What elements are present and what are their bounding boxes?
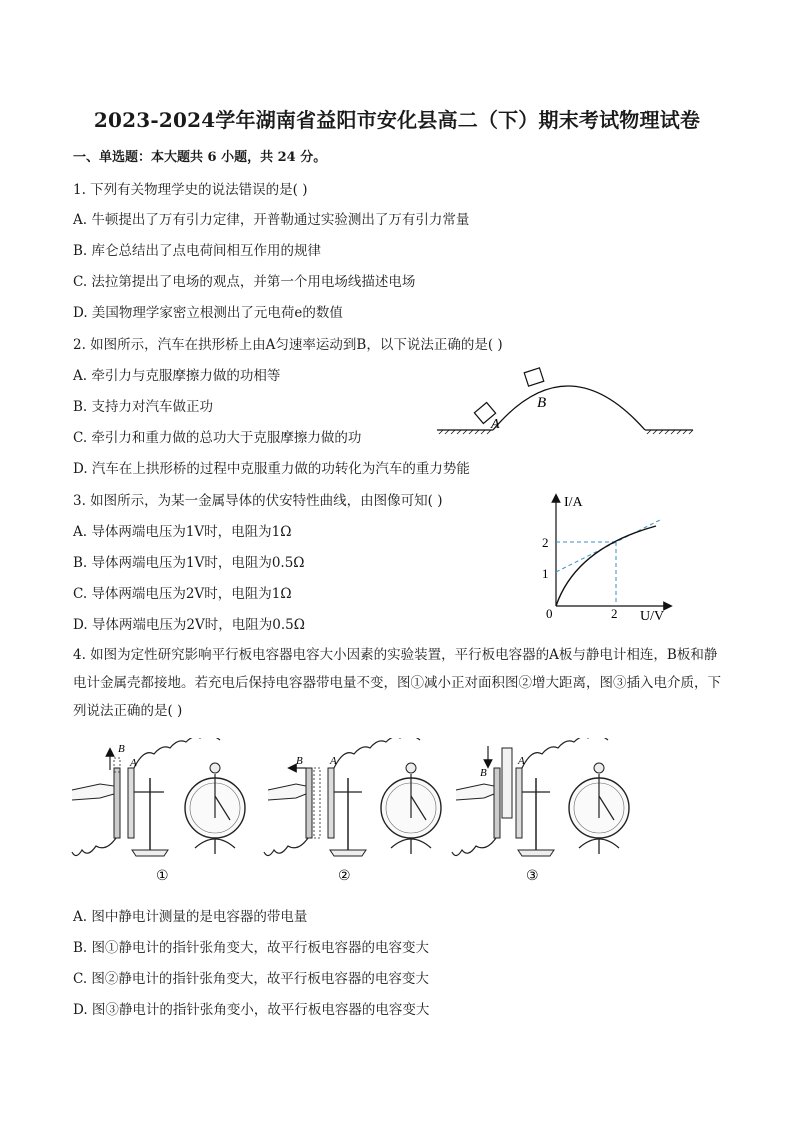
q3-stem: 3. 如图所示，为某一金属导体的伏安特性曲线，由图像可知( ) bbox=[73, 493, 443, 509]
q2-option-a: A. 牵引力与克服摩擦力做的功相等 bbox=[73, 368, 281, 384]
iu-curve bbox=[556, 526, 656, 606]
origin-label: 0 bbox=[546, 606, 553, 621]
q2-option-d: D. 汽车在上拱形桥的过程中克服重力做的功转化为汽车的重力势能 bbox=[73, 461, 470, 477]
caption-1: ① bbox=[156, 868, 169, 884]
q4-stem: 4. 如图为定性研究影响平行板电容器电容大小因素的实验装置，平行板电容器的A板与静电计相连，B板和静电计金属壳都接地。若充电后保持电容器带电量不变，图①减小正对面积图②增大距离，图③插入电介质，下列说法正确的是( ) bbox=[73, 647, 721, 719]
y-axis-label: I/A bbox=[564, 495, 583, 510]
fig-label-a: A bbox=[491, 417, 500, 432]
plate-a-label: A bbox=[330, 755, 337, 767]
car-b-icon bbox=[524, 368, 544, 386]
q1-stem: 1. 下列有关物理学史的说法错误的是( ) bbox=[73, 182, 308, 198]
q3-option-c: C. 导体两端电压为2V时，电阻为1Ω bbox=[73, 586, 292, 602]
arch-bridge-figure bbox=[435, 362, 697, 442]
capacitor-apparatus-figure bbox=[70, 738, 630, 890]
apparatus-2 bbox=[264, 738, 441, 856]
y-tick-1: 1 bbox=[542, 566, 549, 581]
q1-option-d: D. 美国物理学家密立根测出了元电荷e的数值 bbox=[73, 305, 343, 321]
plate-b-label: B bbox=[480, 767, 487, 779]
q4-option-a: A. 图中静电计测量的是电容器的带电量 bbox=[73, 909, 308, 925]
caption-3: ③ bbox=[526, 868, 539, 884]
apparatus-3 bbox=[452, 738, 629, 856]
plate-a-label: A bbox=[130, 757, 137, 769]
q3-option-b: B. 导体两端电压为1V时，电阻为0.5Ω bbox=[73, 555, 305, 571]
plate-a-label: A bbox=[518, 755, 525, 767]
q1-option-a: A. 牛顿提出了万有引力定律，开普勒通过实验测出了万有引力常量 bbox=[73, 212, 470, 228]
q1-option-b: B. 库仑总结出了点电荷间相互作用的规律 bbox=[73, 243, 322, 259]
x-tick-2: 2 bbox=[611, 606, 618, 621]
caption-2: ② bbox=[338, 868, 351, 884]
apparatus-1 bbox=[72, 738, 245, 856]
x-axis-label: U/V bbox=[640, 609, 665, 624]
section-heading: 一、单选题：本大题共 6 小题，共 24 分。 bbox=[73, 150, 327, 165]
q4-option-c: C. 图②静电计的指针张角变大，故平行板电容器的电容变大 bbox=[73, 971, 429, 987]
q3-option-d: D. 导体两端电压为2V时，电阻为0.5Ω bbox=[73, 617, 305, 633]
q2-option-b: B. 支持力对汽车做正功 bbox=[73, 399, 214, 415]
iu-graph bbox=[536, 488, 676, 624]
plate-b-label: B bbox=[296, 755, 303, 767]
q4-option-d: D. 图③静电计的指针张角变小，故平行板电容器的电容变大 bbox=[73, 1002, 430, 1018]
q4-option-b: B. 图①静电计的指针张角变大，故平行板电容器的电容变大 bbox=[73, 940, 430, 956]
fig-label-b: B bbox=[537, 395, 547, 411]
plate-b-label: B bbox=[118, 743, 125, 755]
page-title: 2023-2024学年湖南省益阳市安化县高二（下）期末考试物理试卷 bbox=[93, 108, 701, 132]
q2-stem: 2. 如图所示，汽车在拱形桥上由A匀速率运动到B，以下说法正确的是( ) bbox=[73, 337, 503, 353]
q3-option-a: A. 导体两端电压为1V时，电阻为1Ω bbox=[73, 524, 292, 540]
q2-option-c: C. 牵引力和重力做的总功大于克服摩擦力做的功 bbox=[73, 430, 362, 446]
y-tick-2: 2 bbox=[542, 535, 549, 550]
q1-option-c: C. 法拉第提出了电场的观点，并第一个用电场线描述电场 bbox=[73, 274, 416, 290]
